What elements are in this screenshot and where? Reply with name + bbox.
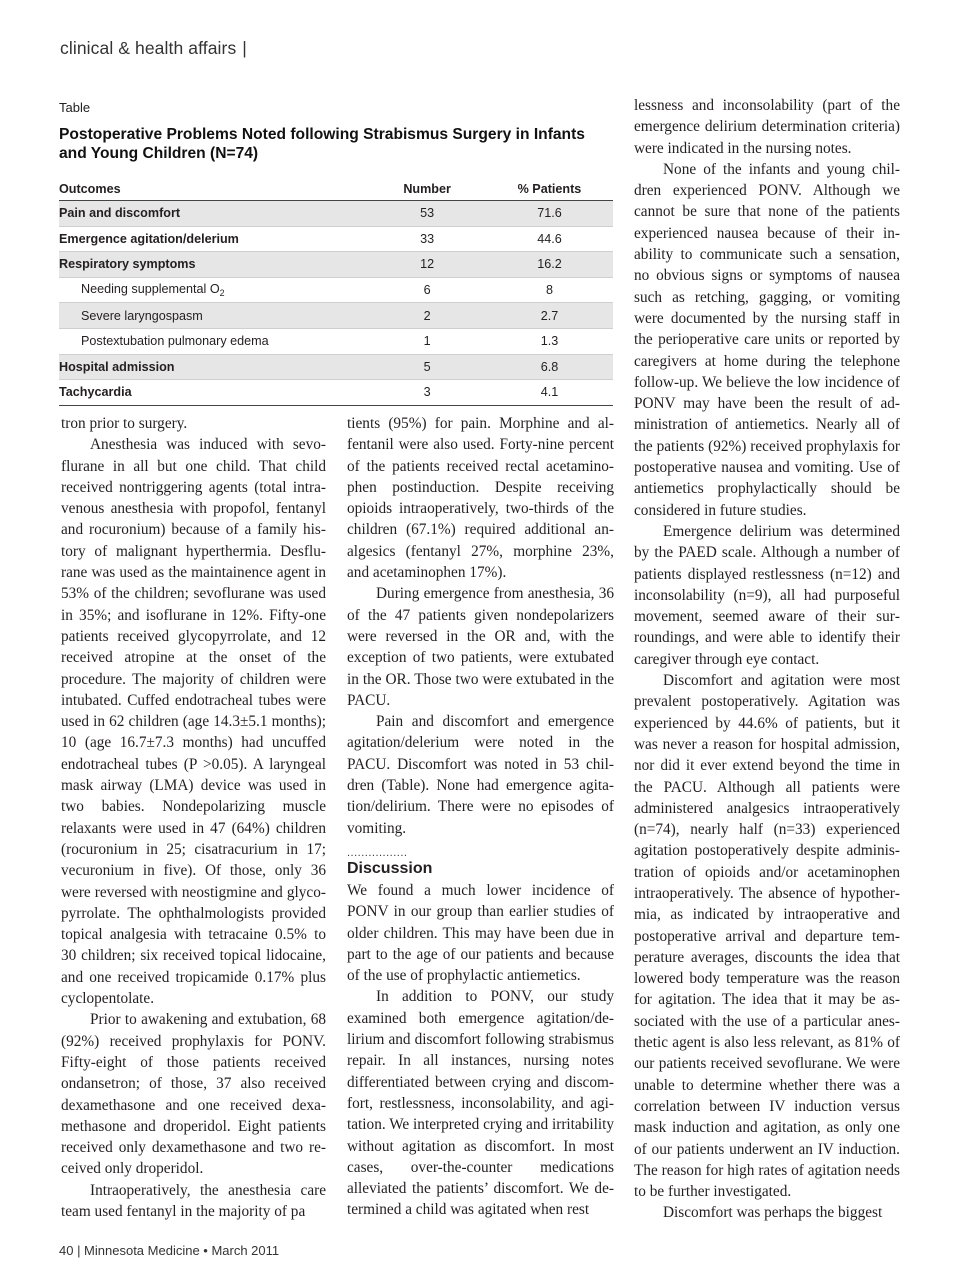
number-cell: 33 bbox=[368, 226, 486, 252]
body-column-1 bbox=[61, 413, 326, 1222]
outcome-cell: Pain and discomfort bbox=[59, 201, 368, 227]
section-header bbox=[60, 38, 247, 59]
body-column-2 bbox=[347, 413, 614, 1221]
outcome-cell: Tachycardia bbox=[59, 380, 368, 406]
percent-cell: 8 bbox=[486, 277, 613, 303]
paragraph: Intraoperatively, the anesthesia care team used fentanyl in the majority of pa bbox=[61, 1181, 326, 1220]
table-row bbox=[59, 201, 613, 227]
page-footer: 40 | Minnesota Medicine • March 2011 bbox=[59, 1243, 280, 1258]
table-row bbox=[59, 328, 613, 354]
paragraph: Discomfort was perhaps the biggest bbox=[663, 1204, 883, 1222]
table-row bbox=[59, 277, 613, 303]
outcome-cell: Emergence agitation/delerium bbox=[59, 226, 368, 252]
number-cell: 3 bbox=[368, 380, 486, 406]
paragraph: During emergence from anesthesia, 36 of the 47 patients given nondepolarizers were reversed in the OR and, with the exception of two patients, were extubated in the OR. Those two were extubated in the PACU. bbox=[347, 585, 614, 709]
percent-cell: 6.8 bbox=[486, 354, 613, 380]
subscript-two: 2 bbox=[219, 288, 225, 299]
number-cell: 5 bbox=[368, 354, 486, 380]
outcome-cell: Severe laryngospasm bbox=[59, 303, 368, 329]
results-table-block bbox=[59, 100, 613, 406]
number-cell: 2 bbox=[368, 303, 486, 329]
paragraph: lessness and inconsolability (part of the emergence delirium determination criteria) were indicated in the nursing notes. bbox=[634, 97, 900, 157]
table-row bbox=[59, 252, 613, 278]
outcome-cell: Hospital admission bbox=[59, 354, 368, 380]
outcome-cell: Postextubation pulmonary edema bbox=[59, 328, 368, 354]
outcome-cell bbox=[59, 277, 368, 303]
paragraph: In addition to PONV, our study examined both emergence agitation/delirium and discomfort following strabismus repair. In all instances, nursing notes differentiated between crying and discomfort, restlessness, inconsolability, and agitation. We interpreted crying and irritability without agitation as discomfort. In most cases, over-the-counter medications alleviated the patients’ discomfort. We determined a child was agitated when rest bbox=[347, 988, 614, 1219]
paragraph: Prior to awakening and extubation, 68 (92%) received prophylaxis for PONV. Fifty-eight of those patients received ondansetron; of those, 37 also received dexamethasone and one received dexamethasone and droperidol. Eight patients received only dexamethasone and two received only droperidol. bbox=[61, 1011, 326, 1178]
column-header-outcomes: Outcomes bbox=[59, 176, 368, 201]
percent-cell: 4.1 bbox=[486, 380, 613, 406]
table-row bbox=[59, 226, 613, 252]
percent-cell: 16.2 bbox=[486, 252, 613, 278]
table-row bbox=[59, 380, 613, 406]
table-row bbox=[59, 354, 613, 380]
percent-cell: 71.6 bbox=[486, 201, 613, 227]
percent-cell: 2.7 bbox=[486, 303, 613, 329]
table-row bbox=[59, 303, 613, 329]
column-header-percent: % Patients bbox=[486, 176, 613, 201]
paragraph: tron prior to surgery. bbox=[61, 415, 188, 432]
paragraph: Discomfort and agitation were most prevalent postoperatively. Agitation was experienced by 44.6% of patients, but it was never a reason for hospital admission, nor did it ever extend beyond the time in the PACU. Although all patients were administered analgesics intraoperatively (n=74), nearly half (n=33) experienced agitation postoperatively despite administration of opioids and/or acetaminophen intraoperatively. The absence of hypothermia, as indicated by intraoperative and postoperative arrival and departure temperature averages, discounts the idea that lowered body temperature was the reason for agitation. The idea that it may be associated with the use of a particular anesthetic agent is also less relevant, as 81% of our patients received sevoflurane. We were unable to determine whether there was a correlation between IV induction versus mask induction and agitation, as only one of our patients underwent an IV induction. The reason for high rates of agitation needs to be further investigated. bbox=[634, 672, 900, 1201]
number-cell: 1 bbox=[368, 328, 486, 354]
header-separator: | bbox=[242, 38, 247, 58]
paragraph: None of the infants and young children experienced PONV. Although we cannot be sure that none of the patients experienced nausea because of their inability to communicate such a sensation, no obvious signs or symptoms of nausea such as retching, gagging, or vomiting were documented by the nursing staff in the perioperative care units or reported by caregivers at home during the telephone follow-up. We believe the low incidence of PONV may have been the result of administration of antiemetics. Nearly all of the patients (92%) received prophylaxis for postoperative nausea and vomiting. Use of antiemetics prophylactically should be considered in future studies. bbox=[634, 160, 900, 519]
percent-cell: 44.6 bbox=[486, 226, 613, 252]
column-header-number: Number bbox=[368, 176, 486, 201]
outcome-text: Needing supplemental O bbox=[81, 282, 220, 297]
number-cell: 6 bbox=[368, 277, 486, 303]
table-label: Table bbox=[59, 100, 91, 115]
paragraph: tients (95%) for pain. Morphine and alfentanil were also used. Forty-nine percent of the patients received rectal acetaminophen postinduction. Despite receiving opioids intraoperatively, two-thirds of the children (67.1%) required additional analgesics (fentanyl 27%, morphine 23%, and acetaminophen 17%). bbox=[347, 415, 614, 582]
paragraph: Pain and discomfort and emergence agitation/delerium were noted in the PACU. Discomfort was noted in 53 children (Table). None had emergence agitation/delirium. There were no episodes of vomiting. bbox=[347, 713, 614, 837]
number-cell: 12 bbox=[368, 252, 486, 278]
table-header-row bbox=[59, 176, 613, 201]
section-divider-dots: ................. bbox=[347, 846, 408, 859]
percent-cell: 1.3 bbox=[486, 328, 613, 354]
number-cell: 53 bbox=[368, 201, 486, 227]
outcome-cell: Respiratory symptoms bbox=[59, 252, 368, 278]
table-title: Postoperative Problems Noted following Strabismus Surgery in Infants and Young Children (N=74) bbox=[59, 126, 585, 162]
paragraph: Anesthesia was induced with sevoflurane in all but one child. That child received nontriggering agents (total intravenous anesthesia with propofol, fentanyl and rocuronium) because of a family history of malignant hyperthermia. Desflurane was used as the maintainence agent in 53% of the children; sevoflurane was used in 35%; and isoflurane in 12%. Fifty-one patients received glycopyrrolate, and 12 received atropine at the onset of the procedure. The majority of children were intubated. Cuffed endotracheal tubes were used in 62 children (age 14.3±5.1 months); 10 (age 16.7±7.3 months) had uncuffed endotracheal tubes (P >0.05). A laryngeal mask airway (LMA) device was used in two babies. Nondepolarizing muscle relaxants were used in 47 (64%) children (rocuronium in 25; cisatracurium in 17; vecuronium in five). Of those, only 36 were reversed with neostigmine and glycopyrrolate. The ophthalmologists provided topical analgesia with tetracaine 0.5% to 30 children; six received topical lidocaine, and one received tropicamide 0.17% plus cyclopentolate. bbox=[61, 436, 326, 1008]
section-title: clinical & health affairs bbox=[60, 38, 237, 58]
discussion-heading: Discussion bbox=[347, 859, 433, 877]
results-table bbox=[59, 176, 613, 406]
paragraph: We found a much lower incidence of PONV in our group than earlier studies of older children. This may have been due in part to the age of our patients and because of the use of prophylactic antiemetics. bbox=[347, 881, 614, 985]
body-column-3 bbox=[634, 95, 900, 1224]
paragraph: Emergence delirium was determined by the PAED scale. Although a number of patients displayed restlessness (n=12) and inconsolability (n=9), all had purposeful movement, seemed aware of their surroundings, and were able to identify their caregiver through eye contact. bbox=[634, 522, 900, 668]
